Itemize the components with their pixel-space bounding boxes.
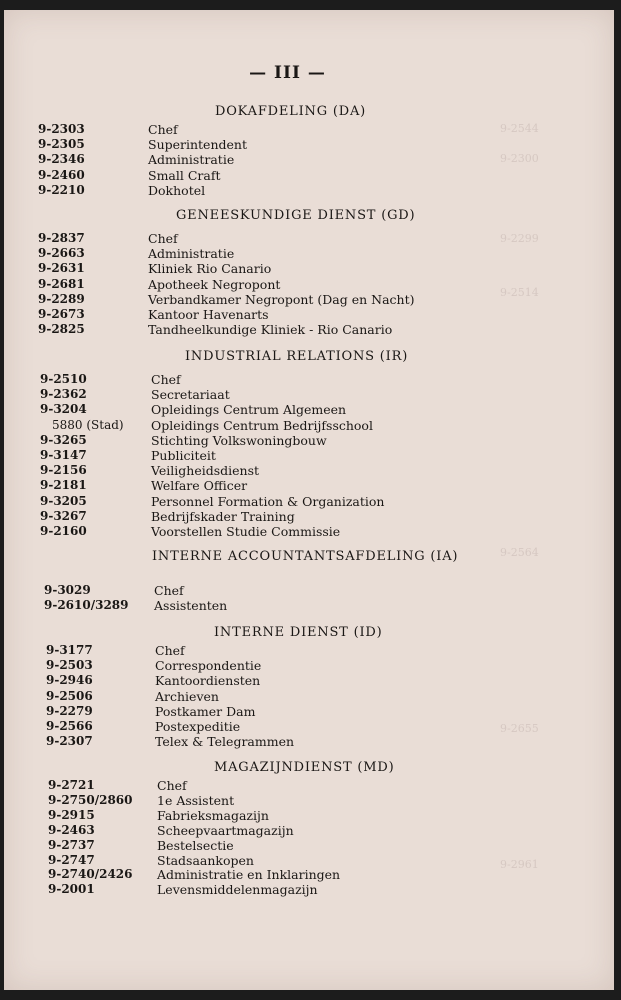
extension-number: 9-2503 bbox=[46, 658, 93, 673]
directory-entry bbox=[40, 372, 570, 387]
department-name: Telex & Telegrammen bbox=[155, 734, 295, 750]
bleed-through-mark: 9-2299 bbox=[500, 232, 539, 245]
directory-entry bbox=[46, 673, 570, 688]
extension-number: 9-2825 bbox=[38, 322, 85, 337]
department-name: Chef bbox=[157, 778, 187, 793]
department-name: Stadsaankopen bbox=[157, 852, 254, 868]
extension-number: 9-2737 bbox=[48, 837, 95, 852]
section-heading: GENEESKUNDIGE DIENST (GD) bbox=[176, 208, 416, 223]
department-name: Chef bbox=[148, 231, 178, 246]
directory-entry bbox=[46, 689, 570, 704]
section-heading: DOKAFDELING (DA) bbox=[215, 104, 367, 119]
extension-number: 9-2673 bbox=[38, 307, 85, 321]
department-name: Tandheelkundige Kliniek - Rio Canario bbox=[148, 322, 393, 338]
department-name: Fabrieksmagazijn bbox=[157, 807, 269, 823]
department-name: Kliniek Rio Canario bbox=[148, 261, 272, 277]
bleed-through-mark: 9-2961 bbox=[500, 858, 539, 871]
directory-entry bbox=[38, 152, 570, 167]
directory-entry bbox=[46, 658, 570, 673]
department-name: 1e Assistent bbox=[157, 792, 235, 808]
page-number: — III — bbox=[249, 63, 326, 83]
directory-entry bbox=[46, 734, 570, 749]
department-name: Archieven bbox=[155, 688, 219, 704]
extension-number: 9-2156 bbox=[40, 463, 87, 478]
directory-entry bbox=[48, 882, 570, 897]
extension-number: 9-3029 bbox=[44, 583, 91, 597]
extension-number: 9-2305 bbox=[38, 137, 85, 152]
bleed-through-mark: 9-2514 bbox=[500, 286, 539, 299]
extension-number: 9-2346 bbox=[38, 152, 85, 167]
extension-number: 9-2740/2426 bbox=[48, 867, 133, 882]
extension-number: 9-2721 bbox=[48, 778, 95, 792]
extension-number: 9-2506 bbox=[46, 688, 93, 703]
extension-number: 9-2463 bbox=[48, 822, 95, 837]
extension-number: 9-2460 bbox=[38, 167, 85, 182]
directory-entry bbox=[38, 292, 570, 307]
department-name: Postkamer Dam bbox=[155, 703, 256, 719]
directory-entry bbox=[38, 307, 570, 322]
department-name: Small Craft bbox=[148, 167, 221, 183]
section-heading: MAGAZIJNDIENST (MD) bbox=[214, 760, 395, 775]
department-name: Superintendent bbox=[148, 137, 247, 153]
section-heading: INTERNE ACCOUNTANTSAFDELING (IA) bbox=[152, 549, 459, 564]
department-name: Chef bbox=[148, 122, 178, 137]
directory-entry bbox=[46, 719, 570, 734]
department-name: Chef bbox=[155, 643, 185, 658]
directory-entry bbox=[38, 168, 570, 183]
department-name: Veiligheidsdienst bbox=[151, 463, 260, 479]
extension-number: 9-2610/3289 bbox=[44, 598, 129, 613]
extension-number: 9-2181 bbox=[40, 478, 87, 493]
section-heading: INTERNE DIENST (ID) bbox=[214, 625, 383, 640]
extension-number: 9-2915 bbox=[48, 807, 95, 822]
extension-number: 9-3265 bbox=[40, 432, 87, 447]
department-name: Opleidings Centrum Bedrijfsschool bbox=[151, 417, 373, 433]
department-name: Levensmiddelenmagazijn bbox=[157, 882, 318, 898]
department-name: Postexpeditie bbox=[155, 719, 241, 734]
directory-entry bbox=[48, 823, 570, 838]
extension-number: 9-2631 bbox=[38, 261, 85, 276]
department-name: Administratie bbox=[148, 152, 235, 168]
directory-entry bbox=[48, 793, 570, 808]
department-name: Administratie en Inklaringen bbox=[157, 867, 341, 883]
bleed-through-mark: 9-2544 bbox=[500, 122, 539, 135]
directory-entry bbox=[38, 122, 570, 137]
extension-number: 9-2362 bbox=[40, 387, 87, 402]
department-name: Chef bbox=[154, 583, 184, 598]
directory-entry bbox=[48, 867, 570, 882]
directory-entry bbox=[40, 418, 570, 433]
extension-number: 9-2307 bbox=[46, 734, 93, 749]
directory-entry bbox=[46, 643, 570, 658]
directory-entry bbox=[40, 509, 570, 524]
department-name: Welfare Officer bbox=[151, 478, 248, 494]
section-heading: INDUSTRIAL RELATIONS (IR) bbox=[185, 349, 409, 364]
extension-number: 9-2303 bbox=[38, 122, 85, 136]
department-name: Publiciteit bbox=[151, 448, 216, 463]
directory-entry bbox=[38, 246, 570, 261]
directory-entry bbox=[40, 402, 570, 417]
directory-entry bbox=[44, 598, 570, 613]
directory-entry bbox=[38, 261, 570, 276]
department-name: Bedrijfskader Training bbox=[151, 508, 295, 524]
extension-number: 9-2001 bbox=[48, 882, 95, 897]
directory-entry bbox=[40, 463, 570, 478]
directory-entry bbox=[40, 448, 570, 463]
department-name: Stichting Volkswoningbouw bbox=[151, 432, 327, 448]
department-name: Administratie bbox=[148, 246, 235, 262]
extension-number: 9-3177 bbox=[46, 643, 93, 657]
department-name: Secretariaat bbox=[151, 387, 230, 403]
directory-entry bbox=[48, 778, 570, 793]
extension-number: 9-2279 bbox=[46, 703, 93, 718]
extension-number: 9-2663 bbox=[38, 246, 85, 261]
directory-entry bbox=[38, 137, 570, 152]
department-name: Voorstellen Studie Commissie bbox=[151, 524, 341, 539]
directory-entry bbox=[40, 524, 570, 539]
extension-number: 9-2160 bbox=[40, 524, 87, 538]
department-name: Bestelsectie bbox=[157, 837, 234, 853]
directory-entry bbox=[48, 853, 570, 868]
extension-number: 9-3267 bbox=[40, 508, 87, 523]
department-name: Correspondentie bbox=[155, 658, 262, 674]
extension-number: 9-2837 bbox=[38, 231, 85, 245]
bleed-through-mark: 9-2564 bbox=[500, 546, 539, 559]
extension-number: 9-2210 bbox=[38, 182, 85, 197]
extension-number: 9-2681 bbox=[38, 276, 85, 291]
bleed-through-mark: 9-2655 bbox=[500, 722, 539, 735]
department-name: Scheepvaartmagazijn bbox=[157, 822, 294, 838]
extension-number: 9-3204 bbox=[40, 402, 87, 417]
department-name: Assistenten bbox=[154, 598, 228, 614]
bleed-through-mark: 9-2300 bbox=[500, 152, 539, 165]
directory-entry bbox=[48, 808, 570, 823]
extension-number: 9-3205 bbox=[40, 493, 87, 508]
directory-entry bbox=[38, 277, 570, 292]
department-name: Kantoordiensten bbox=[155, 673, 261, 689]
directory-entry bbox=[48, 838, 570, 853]
extension-number: 5880 (Stad) bbox=[52, 417, 124, 432]
department-name: Kantoor Havenarts bbox=[148, 307, 269, 322]
extension-number: 9-3147 bbox=[40, 448, 87, 462]
department-name: Apotheek Negropont bbox=[148, 276, 281, 292]
department-name: Personnel Formation & Organization bbox=[151, 493, 385, 509]
directory-entry bbox=[40, 478, 570, 493]
directory-entry bbox=[38, 231, 570, 246]
extension-number: 9-2747 bbox=[48, 852, 95, 867]
directory-entry bbox=[38, 183, 570, 198]
extension-number: 9-2510 bbox=[40, 372, 87, 386]
department-name: Chef bbox=[151, 372, 181, 387]
extension-number: 9-2946 bbox=[46, 673, 93, 688]
directory-entry bbox=[40, 494, 570, 509]
extension-number: 9-2566 bbox=[46, 719, 93, 733]
extension-number: 9-2750/2860 bbox=[48, 792, 133, 807]
extension-number: 9-2289 bbox=[38, 291, 85, 306]
directory-entry bbox=[40, 433, 570, 448]
department-name: Opleidings Centrum Algemeen bbox=[151, 402, 347, 418]
department-name: Verbandkamer Negropont (Dag en Nacht) bbox=[148, 291, 415, 307]
department-name: Dokhotel bbox=[148, 182, 206, 198]
directory-entry bbox=[44, 583, 570, 598]
directory-entry bbox=[38, 322, 570, 337]
directory-entry bbox=[40, 387, 570, 402]
directory-entry bbox=[46, 704, 570, 719]
